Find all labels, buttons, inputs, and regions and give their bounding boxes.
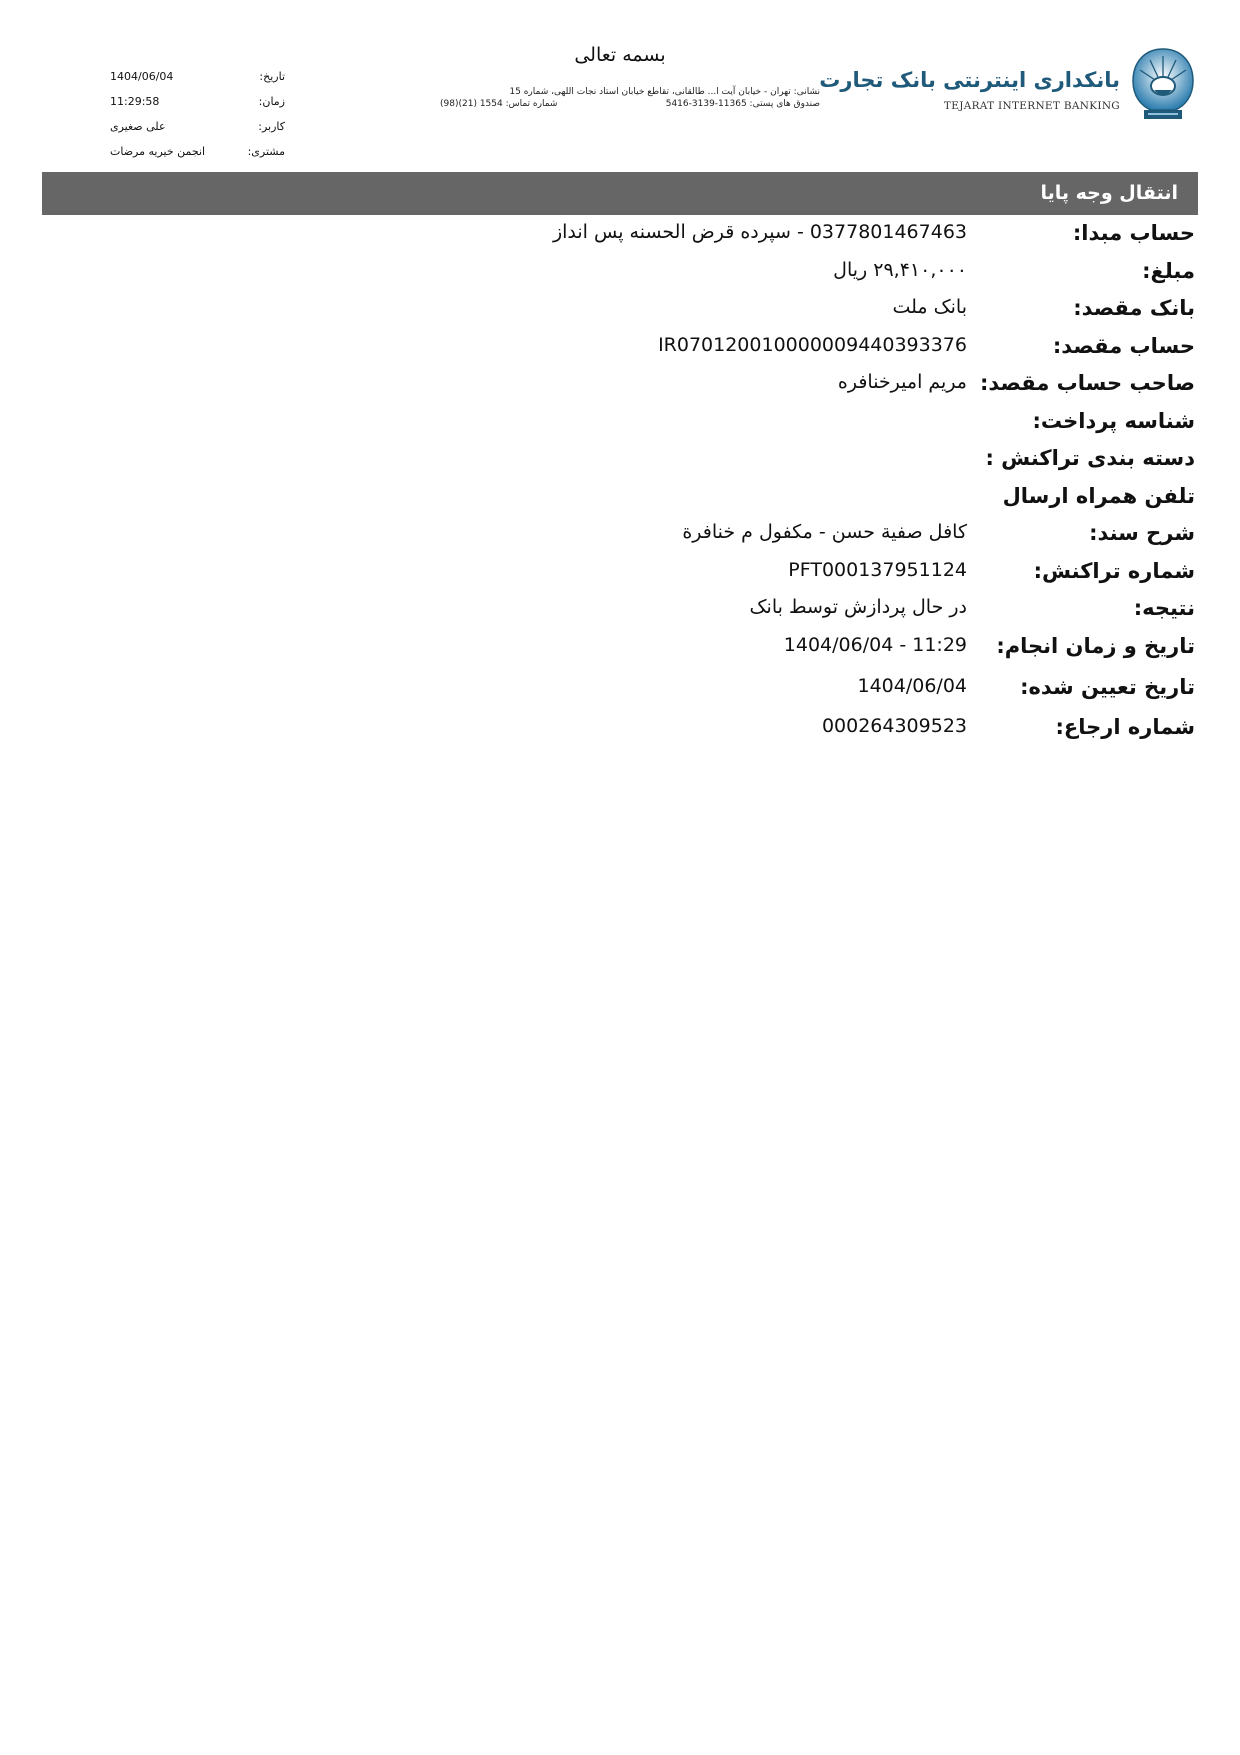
detail-row-result xyxy=(42,592,1195,630)
tejarat-emblem-icon xyxy=(1130,46,1196,122)
detail-label: شرح سند: xyxy=(1089,521,1195,545)
meta-value: 11:29:58 xyxy=(110,95,160,108)
logo-title: بانکداری اینترنتی بانک تجارت xyxy=(819,68,1120,92)
detail-label: مبلغ: xyxy=(1142,258,1195,283)
detail-row-source-account xyxy=(42,217,1195,255)
detail-label: دسته بندی تراکنش : xyxy=(985,446,1195,470)
detail-label: حساب مبدا: xyxy=(1072,221,1195,245)
detail-row-datetime xyxy=(42,630,1195,668)
detail-value: 000264309523 xyxy=(821,715,967,737)
detail-label: شماره ارجاع: xyxy=(1055,715,1195,739)
detail-value: کافل صفية حسن - مكفول م خنافرة xyxy=(682,521,967,543)
receipt-title: انتقال وجه پایا xyxy=(1040,182,1178,204)
detail-row-destination-bank xyxy=(42,292,1195,330)
detail-label: شماره تراکنش: xyxy=(1033,558,1195,583)
detail-row-scheduled-date xyxy=(42,667,1195,707)
detail-label: شناسه پرداخت: xyxy=(1032,408,1195,433)
detail-row-mobile xyxy=(42,480,1195,518)
detail-value: PFT000137951124 xyxy=(788,558,967,581)
meta-value: 1404/06/04 xyxy=(110,70,174,83)
detail-value: در حال پردازش توسط بانک xyxy=(749,596,967,618)
address-line: نشانی: تهران - خیابان آیت ا... طالقانی، تقاطع خیابان استاد نجات اللهی، شماره 15 xyxy=(509,87,820,97)
bank-address xyxy=(440,86,820,110)
detail-row-amount xyxy=(42,255,1195,293)
detail-row-destination-account xyxy=(42,330,1195,368)
detail-value: ۲۹,۴۱۰,۰۰۰ ریال xyxy=(833,258,967,281)
detail-label: بانک مقصد: xyxy=(1073,296,1195,320)
detail-value: بانک ملت xyxy=(892,296,967,318)
detail-row-description xyxy=(42,517,1195,555)
bank-logo xyxy=(819,46,1196,126)
detail-value: 0377801467463 - سپرده قرض الحسنه پس انداز xyxy=(552,221,967,243)
meta-value: علی صغیری xyxy=(110,120,166,133)
detail-value: 1404/06/04 - 11:29 xyxy=(783,633,967,656)
bismillah-heading: بسمه تعالی xyxy=(574,44,666,66)
detail-row-transaction-number xyxy=(42,555,1195,593)
detail-row-category xyxy=(42,442,1195,480)
meta-time-row xyxy=(110,89,285,114)
transfer-details xyxy=(42,217,1195,745)
meta-customer-row xyxy=(110,139,285,164)
meta-label: تاریخ: xyxy=(259,70,285,83)
logo-subtitle: TEJARAT INTERNET BANKING xyxy=(943,100,1120,112)
detail-label: صاحب حساب مقصد: xyxy=(980,371,1195,395)
meta-date-row xyxy=(110,64,285,89)
detail-value: 1404/06/04 xyxy=(857,675,967,697)
detail-row-account-owner xyxy=(42,367,1195,405)
detail-label: حساب مقصد: xyxy=(1052,333,1195,358)
po-box: صندوق های پستی: 11365-3139-5416 xyxy=(665,99,820,109)
detail-value: IR070120010000009440393376 xyxy=(658,333,967,356)
meta-label: کاربر: xyxy=(258,120,285,133)
detail-label: تاریخ و زمان انجام: xyxy=(996,633,1195,658)
detail-row-payment-id xyxy=(42,405,1195,443)
detail-label: تلفن همراه ارسال xyxy=(1002,483,1195,508)
print-meta xyxy=(110,64,285,164)
receipt-title-bar xyxy=(42,172,1198,215)
detail-label: نتیجه: xyxy=(1133,596,1195,620)
meta-label: مشتری: xyxy=(247,145,285,158)
detail-value: مریم امیرخنافره xyxy=(837,371,967,393)
meta-label: زمان: xyxy=(258,95,285,108)
meta-user-row xyxy=(110,114,285,139)
phone-number: شماره تماس: 1554 (21)(98) xyxy=(440,99,558,109)
meta-value: انجمن خیریه مرضات xyxy=(110,145,206,158)
detail-label: تاریخ تعیین شده: xyxy=(1020,675,1195,699)
detail-row-reference-number xyxy=(42,707,1195,745)
